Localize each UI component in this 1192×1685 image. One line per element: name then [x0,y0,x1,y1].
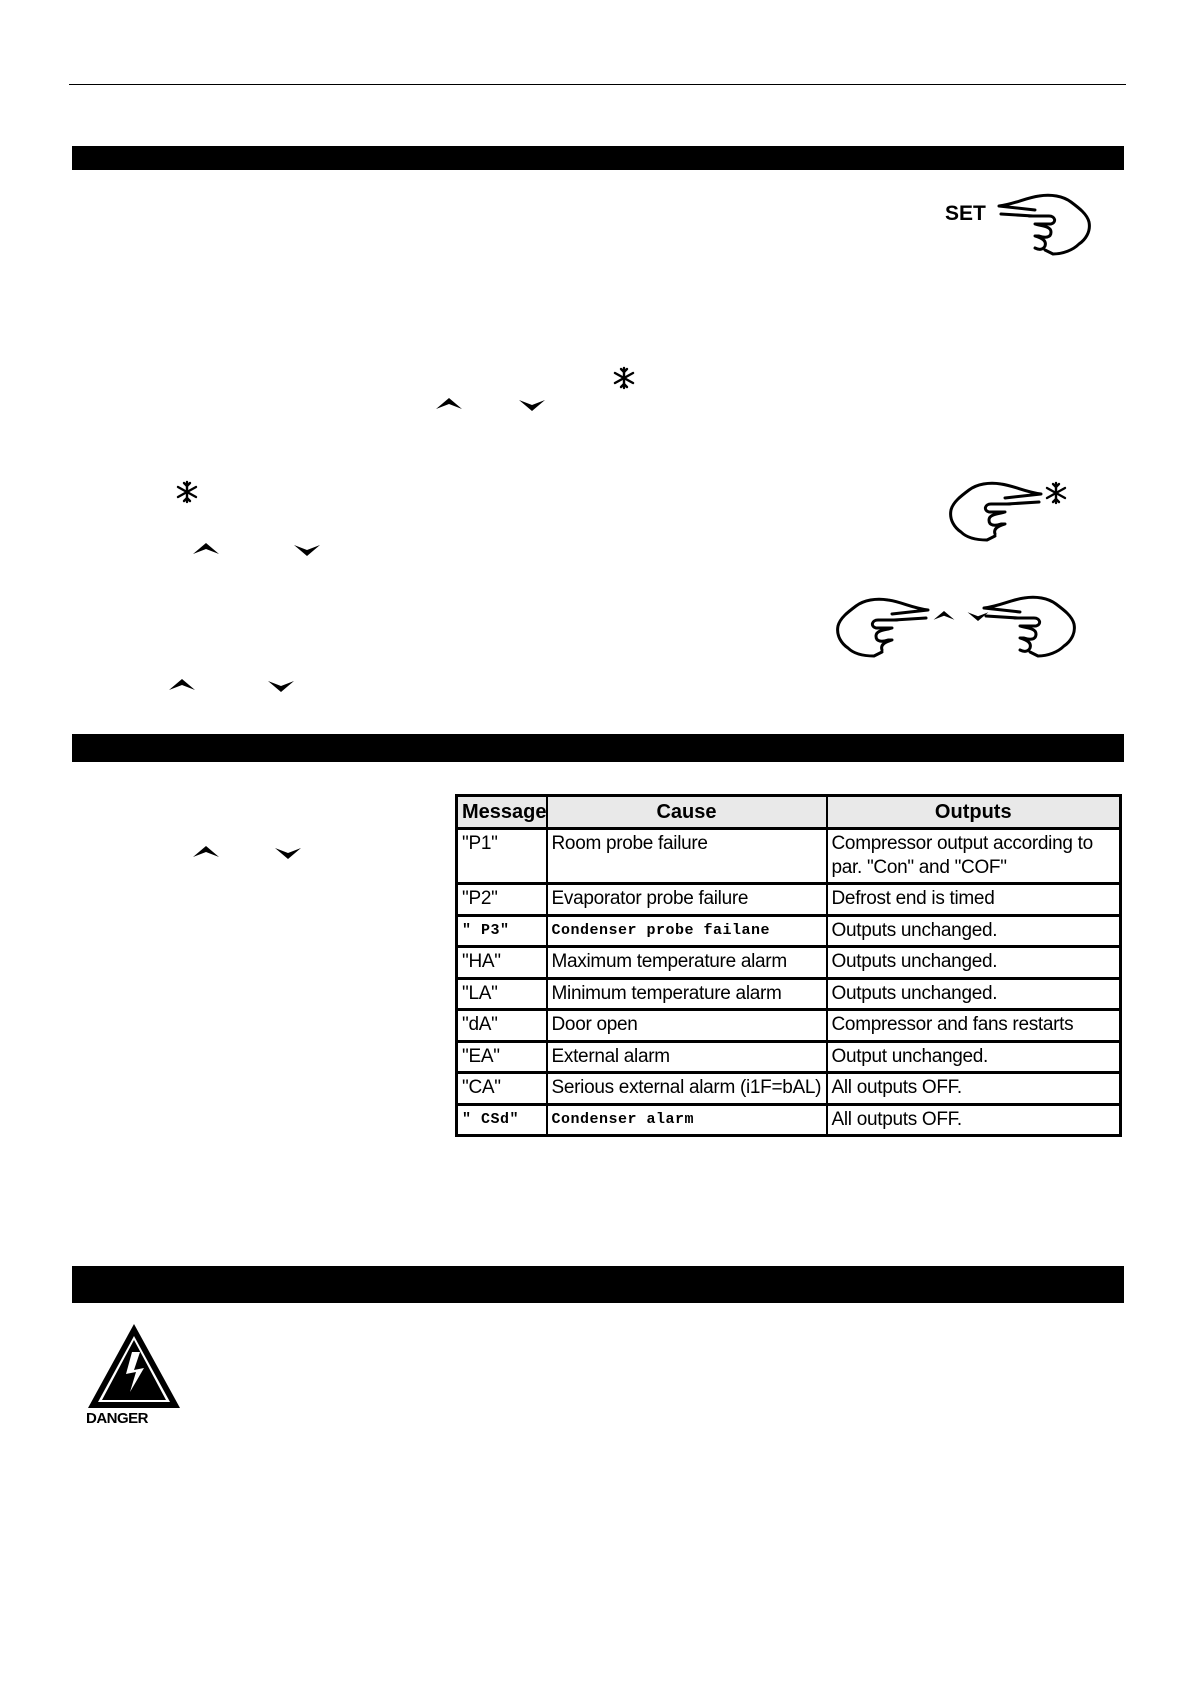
cell-cause: Serious external alarm (i1F=bAL) [547,1073,827,1105]
pointing-hand-icon [832,594,932,660]
down-arrow-icon [292,543,322,559]
snowflake-icon [1044,481,1068,505]
danger-label: DANGER [86,1410,149,1427]
down-arrow-icon [517,398,547,414]
section-bar-1 [72,146,1124,170]
cell-cause: External alarm [547,1041,827,1073]
cell-message: "LA" [457,978,547,1010]
table-row [457,884,1121,916]
cell-outputs: Outputs unchanged. [827,978,1121,1010]
alarm-table [455,794,1122,1137]
table-row [457,978,1121,1010]
cell-cause: Evaporator probe failure [547,884,827,916]
electrical-hazard-icon [86,1322,182,1410]
set-label: SET [945,202,986,225]
cell-message: "dA" [457,1010,547,1042]
up-arrow-icon [167,676,197,692]
table-row [457,915,1121,947]
column-header-outputs: Outputs [827,796,1121,829]
cell-cause: Room probe failure [547,829,827,884]
cell-outputs: Compressor and fans restarts [827,1010,1121,1042]
pointing-hand-icon [995,192,1095,258]
cell-outputs: Compressor output according to par. "Con" and "COF" [827,829,1121,884]
cell-message: " P3" [457,915,547,947]
table-row [457,1073,1121,1105]
cell-message: "P1" [457,829,547,884]
up-arrow-icon [191,540,221,556]
section-bar-3 [72,1266,1124,1303]
cell-outputs: Outputs unchanged. [827,915,1121,947]
table-header-row [457,796,1121,829]
table-row [457,1041,1121,1073]
table-row [457,1010,1121,1042]
cell-cause: Condenser probe failane [547,915,827,947]
cell-outputs: All outputs OFF. [827,1104,1121,1136]
cell-message: "P2" [457,884,547,916]
down-arrow-icon [266,679,296,695]
pointing-hand-icon [945,478,1045,542]
table-row [457,829,1121,884]
cell-message: "HA" [457,947,547,979]
cell-cause: Minimum temperature alarm [547,978,827,1010]
cell-cause: Condenser alarm [547,1104,827,1136]
cell-cause: Door open [547,1010,827,1042]
up-arrow-icon [191,843,221,859]
cell-outputs: All outputs OFF. [827,1073,1121,1105]
section-bar-2 [72,734,1124,762]
header-rule [69,84,1126,85]
cell-outputs: Defrost end is timed [827,884,1121,916]
snowflake-icon [175,480,199,504]
table-row [457,1104,1121,1136]
table-row [457,947,1121,979]
cell-cause: Maximum temperature alarm [547,947,827,979]
column-header-cause: Cause [547,796,827,829]
cell-message: "EA" [457,1041,547,1073]
cell-outputs: Outputs unchanged. [827,947,1121,979]
column-header-message: Message [457,796,547,829]
down-arrow-icon [273,846,303,862]
snowflake-icon [612,366,636,390]
pointing-hand-icon [980,594,1080,660]
cell-message: "CA" [457,1073,547,1105]
cell-message: " CSd" [457,1104,547,1136]
up-arrow-icon [932,608,956,622]
up-arrow-icon [434,395,464,411]
cell-outputs: Output unchanged. [827,1041,1121,1073]
